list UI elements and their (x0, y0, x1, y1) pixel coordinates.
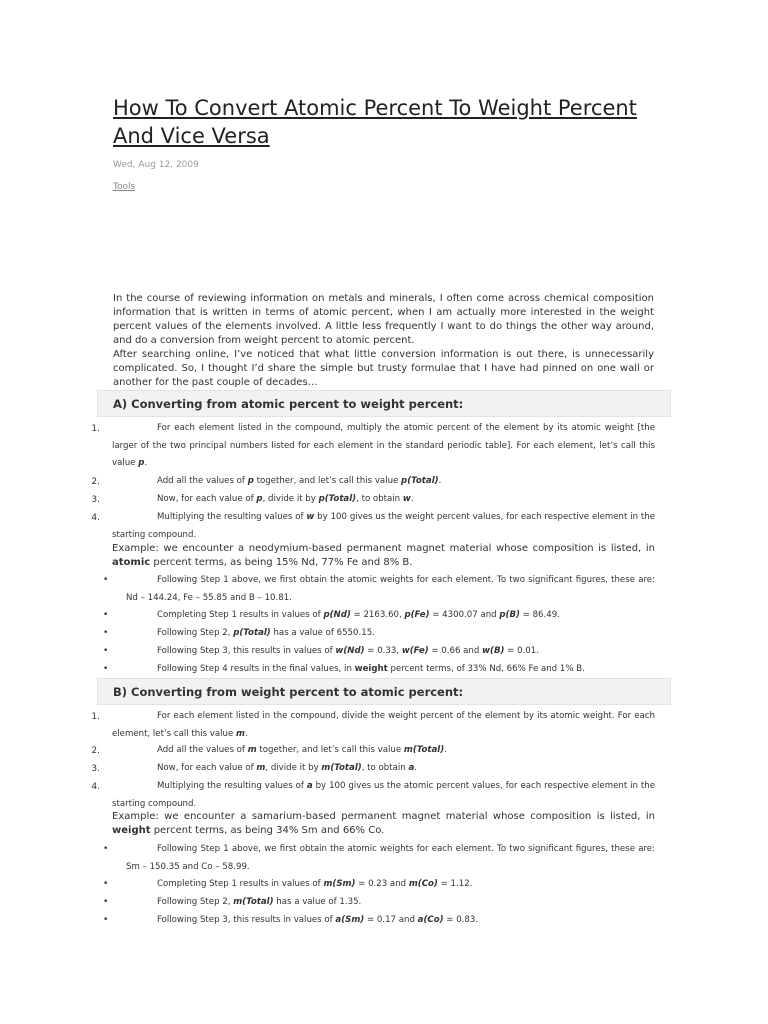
example-text: percent terms, as being 15% Nd, 77% Fe and 8% B. (150, 557, 413, 568)
step-text: . (414, 763, 418, 773)
step-text: Now, for each value of (157, 763, 257, 773)
variable: m(Total) (321, 763, 362, 773)
bullet-text: Following Step 3, this results in values of (157, 646, 336, 656)
bullet-text: = 0.01. (504, 646, 539, 656)
step-text: by 100 gives us the weight percent values, for each respective element in the starting compound. (112, 512, 655, 540)
bullet-text: = 1.12. (437, 879, 473, 889)
bullet-text: Following Step 4 results in the final values, in (157, 664, 355, 674)
step-text: Add all the values of (157, 745, 248, 755)
variable: w (402, 494, 411, 504)
variable: p (247, 476, 254, 486)
bullet-b2 (126, 876, 655, 894)
bullet-dot: • (103, 897, 109, 907)
bullet-text: = 0.23 and (355, 879, 409, 889)
variable: w(Nd) (335, 646, 365, 656)
step-number: 2. (91, 477, 100, 487)
step-text: For each element listed in the compound, multiply the atomic percent of the element by its atomic weight [the larger of the two principal numbers listed for each element in the standard periodic table]. For each element, let’s call this value (112, 423, 655, 468)
step-text: . (410, 494, 414, 504)
step-number: 1. (91, 424, 100, 434)
variable: p(Total) (318, 494, 357, 504)
variable: m (247, 745, 257, 755)
bullet-text: = 0.17 and (364, 915, 418, 925)
step-text: For each element listed in the compound, divide the weight percent of the element by its atomic weight. For each element, let’s call this value (112, 711, 655, 739)
bullet-dot: • (103, 879, 109, 889)
step-number: 1. (91, 712, 100, 722)
step-text: , to obtain (361, 763, 409, 773)
step-number: 4. (91, 782, 100, 792)
variable: m (236, 728, 245, 739)
step-text: together, and let’s call this value (256, 745, 404, 755)
bullet-dot: • (103, 844, 109, 854)
variable: a(Sm) (335, 915, 365, 925)
bullet-text: Completing Step 1 results in values of (157, 879, 324, 889)
step-text: . (244, 728, 248, 739)
bullet-b3 (126, 894, 655, 912)
step-b1 (112, 708, 655, 743)
intro-paragraph-1: In the course of reviewing information on metals and minerals, I often come across chemical composition information that is written in terms of atomic percent, when I am actually more interested in the weight percent values of the elements involved. A little less frequently I want to do things the other way around, and do a conversion from weight percent to atomic percent. (113, 293, 654, 346)
variable: a (306, 781, 313, 791)
bullet-text: = 86.49. (519, 610, 560, 620)
bullet-text: percent terms, of 33% Nd, 66% Fe and 1% B. (387, 664, 585, 674)
step-number: 4. (91, 513, 100, 523)
step-number: 2. (91, 746, 100, 756)
step-a1 (112, 420, 655, 473)
bullet-a3 (126, 625, 655, 643)
bullet-text: Following Step 3, this results in values of (157, 915, 336, 925)
step-number: 3. (91, 764, 100, 774)
variable: m(Co) (408, 879, 438, 889)
bullet-dot: • (103, 610, 109, 620)
example-b (112, 810, 655, 838)
example-text: Example: we encounter a neodymium-based permanent magnet material whose composition is listed, in (112, 543, 655, 554)
variable: p(Fe) (404, 610, 430, 620)
step-b4 (112, 778, 655, 813)
step-text: , divide it by (265, 763, 322, 773)
variable: m(Sm) (323, 879, 356, 889)
bullet-text: Following Step 2, (157, 628, 234, 638)
variable: w(Fe) (401, 646, 429, 656)
bullet-a4 (126, 643, 655, 661)
bullet-a1: Following Step 1 above, we first obtain the atomic weights for each element. To two significant figures, these are: Nd – 144.24, Fe – 55.85 and B – 10.81. (126, 575, 655, 603)
variable: p (138, 458, 145, 468)
step-text: Now, for each value of (157, 494, 257, 504)
step-text: , to obtain (356, 494, 403, 504)
bullet-dot: • (103, 664, 109, 674)
bullet-b4 (126, 912, 655, 930)
section-b-heading: B) Converting from weight percent to atomic percent: (113, 685, 464, 699)
intro-paragraph-2: After searching online, I’ve noticed that what little conversion information is out there, is unnecessarily complicated. So, I thought I’d share the simple but trusty formulae that I have had pinned on one wall or another for the past couple of decades… (113, 349, 654, 388)
bullet-text: has a value of 1.35. (273, 897, 362, 907)
example-text: Example: we encounter a samarium-based permanent magnet material whose composition is listed, in (112, 811, 655, 822)
bullet-dot: • (103, 646, 109, 656)
bullet-text: = 0.66 and (428, 646, 483, 656)
step-b3 (112, 760, 655, 778)
variable: w (306, 512, 315, 522)
step-text: , divide it by (262, 494, 319, 504)
step-text: . (144, 458, 148, 468)
step-text: by 100 gives us the atomic percent values, for each respective element in the starting compound. (112, 781, 655, 809)
section-b-heading-box (97, 678, 671, 705)
variable: p(Total) (401, 476, 439, 486)
step-a2 (112, 473, 655, 491)
article-title[interactable]: How To Convert Atomic Percent To Weight Percent And Vice Versa (113, 96, 637, 148)
post-date: Wed, Aug 12, 2009 (113, 160, 199, 170)
variable: m (256, 763, 266, 773)
bullet-emphasis: weight (354, 664, 388, 674)
step-text: together, and let’s call this value (253, 476, 402, 486)
bullet-text: Following Step 2, (157, 897, 234, 907)
step-number: 3. (91, 495, 100, 505)
bullet-text: Completing Step 1 results in values of (157, 610, 324, 620)
step-text: . (444, 745, 447, 755)
bullet-text: = 0.33, (364, 646, 402, 656)
section-a-heading: A) Converting from atomic percent to weight percent: (113, 397, 464, 411)
section-a-heading-box (97, 390, 671, 417)
step-text: Multiplying the resulting values of (157, 512, 307, 522)
step-a4 (112, 509, 655, 544)
step-text: Add all the values of (157, 476, 248, 486)
bullet-text: = 2163.60, (350, 610, 405, 620)
example-emphasis: weight (112, 825, 151, 836)
bullet-dot: • (103, 628, 109, 638)
bullet-text: has a value of 6550.15. (270, 628, 375, 638)
example-text: percent terms, as being 34% Sm and 66% Co. (150, 825, 385, 836)
variable: a (408, 763, 415, 773)
bullet-text: = 4300.07 and (429, 610, 500, 620)
variable: p (256, 494, 263, 504)
variable: m(Total) (233, 897, 274, 907)
variable: p(Nd) (323, 610, 351, 620)
bullet-dot: • (103, 575, 109, 585)
step-text: . (438, 476, 442, 486)
category-link[interactable]: Tools (113, 182, 136, 192)
variable: m(Total) (403, 745, 445, 755)
variable: p(Total) (233, 628, 271, 638)
step-b2 (112, 742, 655, 760)
variable: w(B) (482, 646, 505, 656)
bullet-a2 (126, 607, 655, 625)
variable: a(Co) (417, 915, 444, 925)
example-emphasis: atomic (112, 557, 151, 568)
step-a3 (112, 491, 655, 509)
bullet-text: = 0.83. (443, 915, 479, 925)
intro-text (113, 292, 654, 390)
bullet-dot: • (103, 915, 109, 925)
bullet-a5 (126, 661, 655, 679)
bullet-b1: Following Step 1 above, we first obtain the atomic weights for each element. To two significant figures, these are: Sm – 150.35 and Co – 58.99. (126, 844, 655, 872)
example-a (112, 542, 655, 570)
step-text: Multiplying the resulting values of (157, 781, 307, 791)
variable: p(B) (499, 610, 520, 620)
